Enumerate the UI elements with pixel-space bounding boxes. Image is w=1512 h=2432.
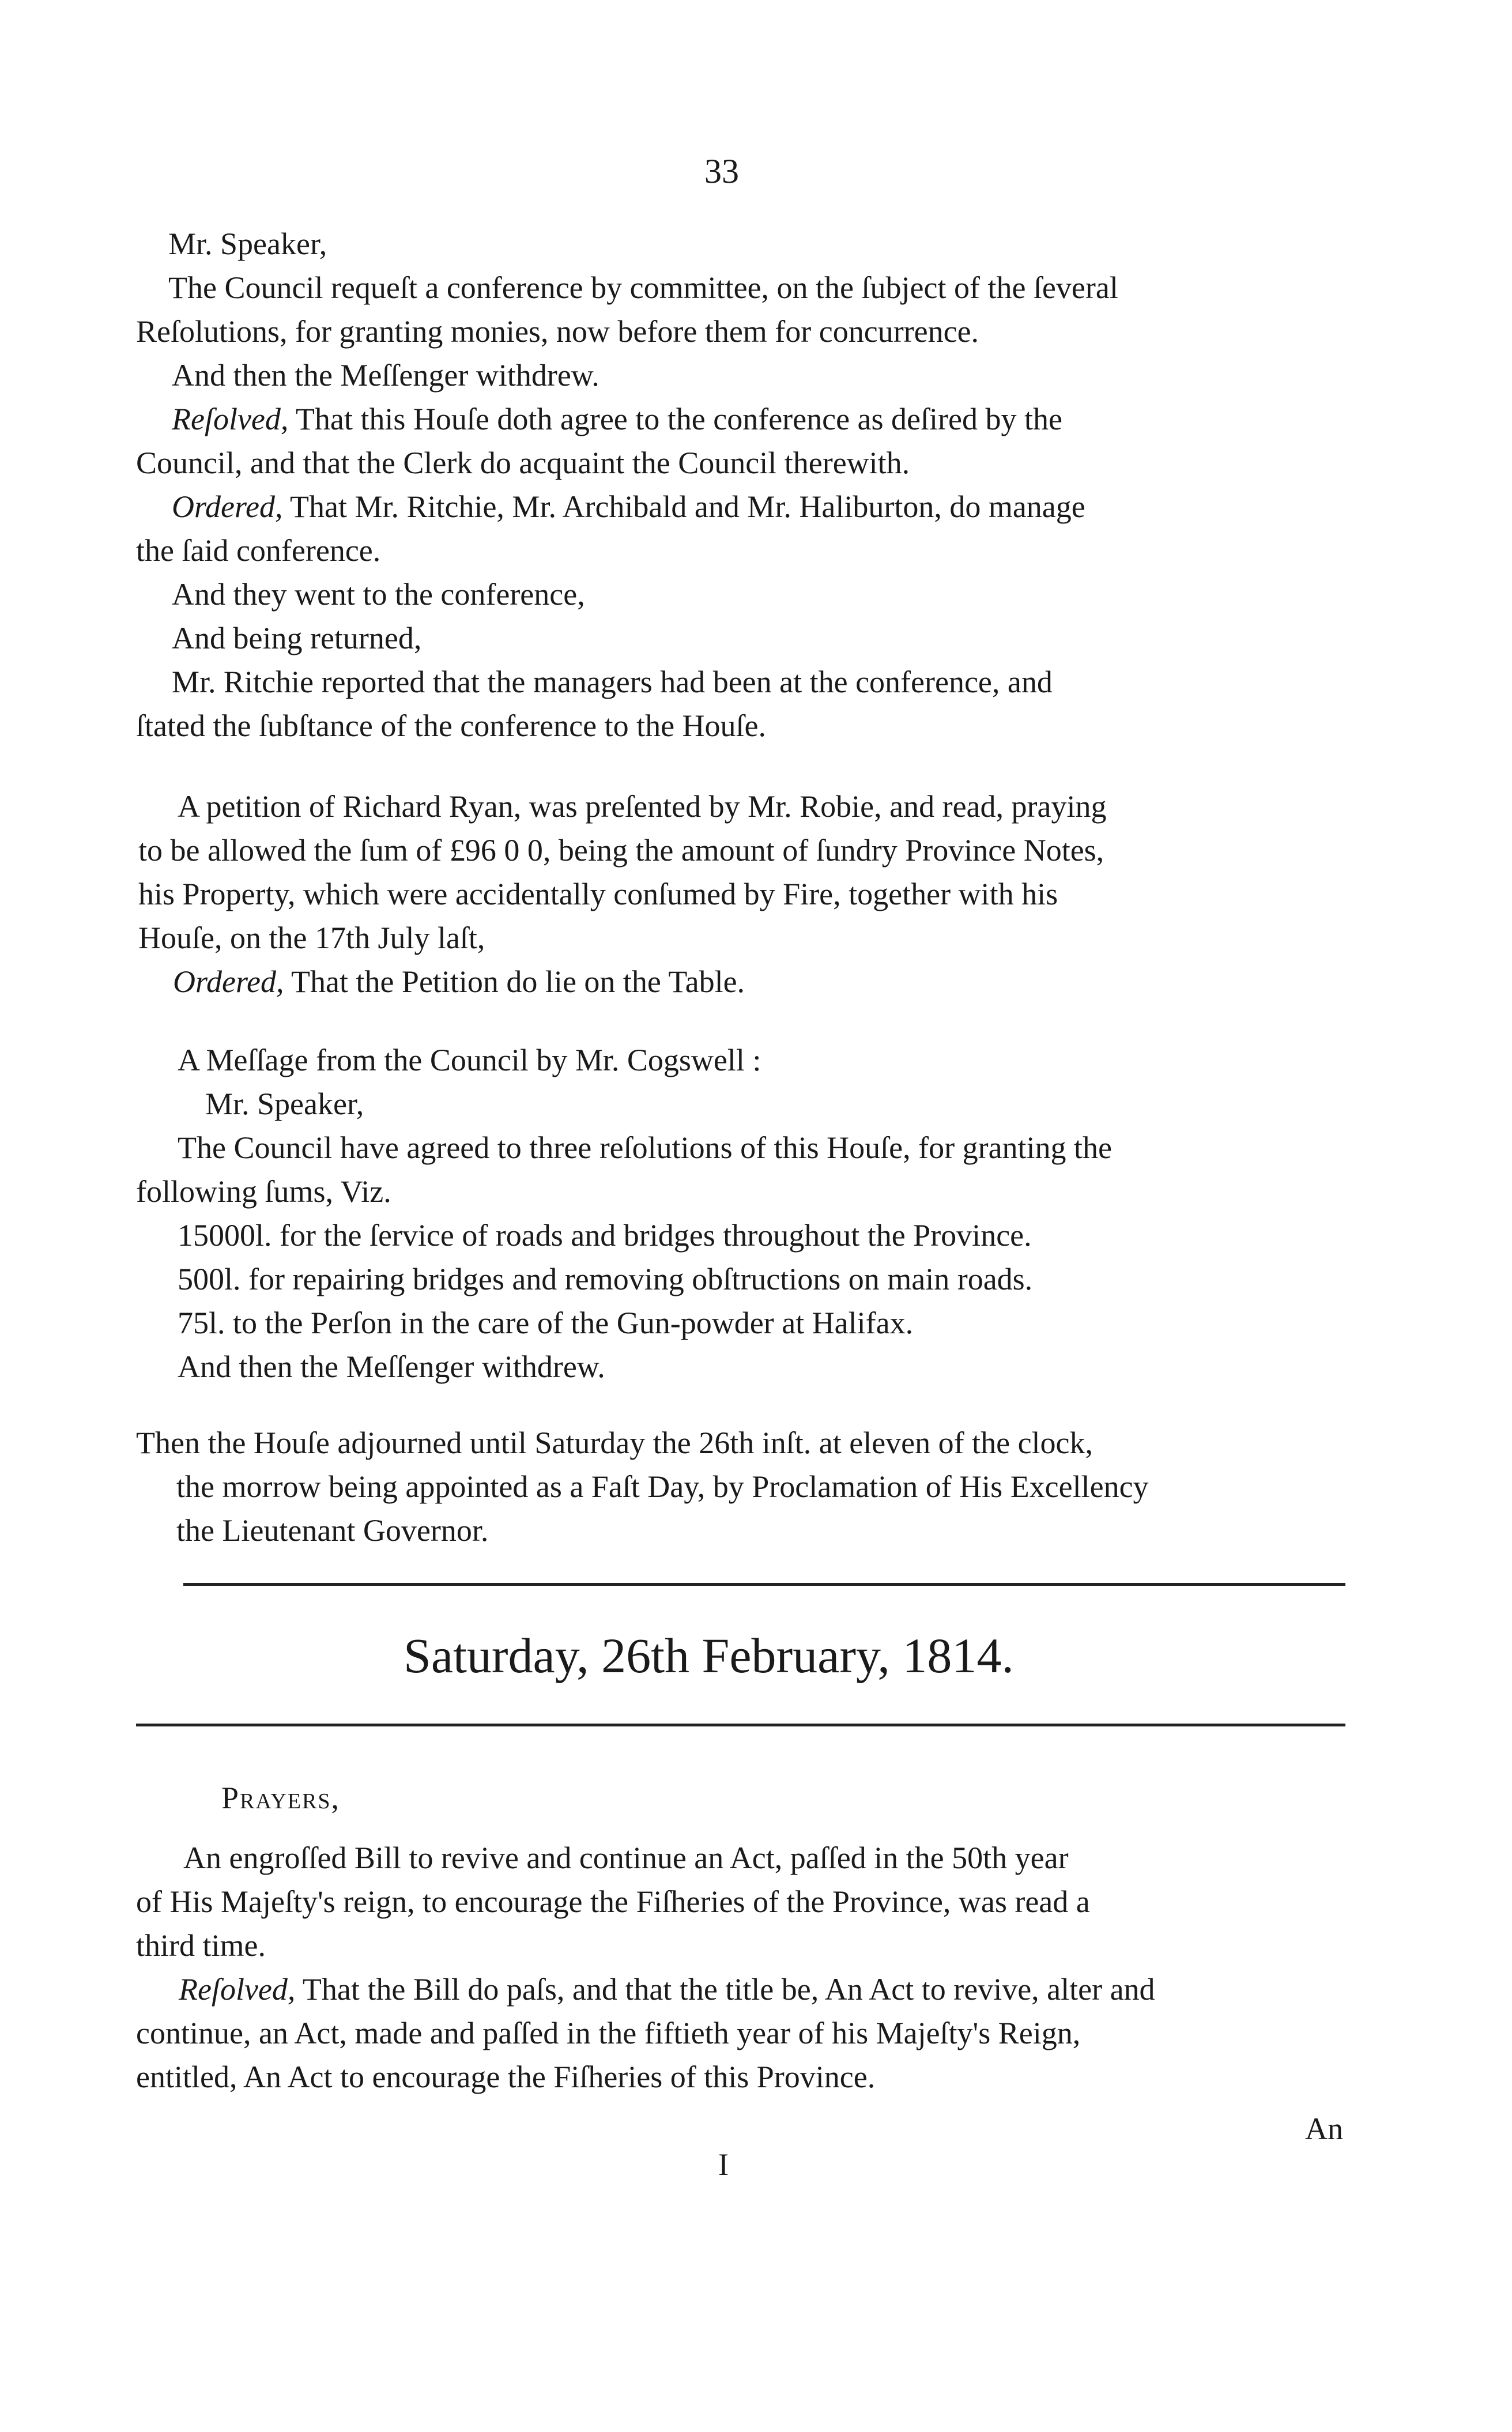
text-line: the Lieutenant Governor. [176,1513,489,1548]
text-line: Mr. Speaker, [168,227,327,261]
catchword: An [1305,2111,1343,2146]
text-line: The Council requeſt a conference by committee, on the ſubject of the ſeveral [168,270,1118,305]
text-line: Houſe, on the 17th July laſt, [138,921,485,955]
text-line [179,1970,1155,2008]
text-line: Mr. Speaker, [205,1087,364,1121]
text-line: of His Majeſty's reign, to encourage the Fiſheries of the Province, was read a [136,1884,1090,1919]
text-line: entitled, An Act to encourage the Fiſheries of this Province. [136,2060,876,2094]
text-line: The Council have agreed to three reſolutions of this Houſe, for granting the [178,1130,1113,1165]
text-line: A petition of Richard Ryan, was preſented by Mr. Robie, and read, praying [178,789,1107,824]
horizontal-rule [136,1724,1345,1726]
text-line: And being returned, [172,621,422,655]
text-line: his Property, which were accidentally conſumed by Fire, together with his [138,877,1058,911]
text-line: And they went to the conference, [172,577,585,612]
italic-lead: Ordered, [173,964,284,999]
text-line: Mr. Ritchie reported that the managers had been at the conference, and [172,665,1053,699]
text-line: continue, an Act, made and paſſed in the fiftieth year of his Majeſty's Reign, [136,2016,1081,2050]
italic-lead: Reſolved, [172,402,289,436]
italic-lead: Reſolved, [179,1972,296,2007]
text-line: 500l. for repairing bridges and removing obſtructions on main roads. [178,1262,1033,1296]
italic-lead: Ordered, [172,489,283,524]
horizontal-rule [183,1583,1345,1586]
page-number: 33 [704,152,739,190]
text-line: third time. [136,1928,266,1963]
prayers-heading: Prayers, [221,1781,340,1815]
text-line: 75l. to the Perſon in the care of the Gun-powder at Halifax. [178,1306,914,1340]
text-line [173,963,745,1001]
text-line: the morrow being appointed as a Faſt Day, by Proclamation of His Excellency [176,1469,1149,1504]
text-line: the ſaid conference. [136,533,381,568]
text-line: 15000l. for the ſervice of roads and bridges throughout the Province. [178,1218,1032,1253]
text-line: Council, and that the Clerk do acquaint the Council therewith. [136,446,910,480]
text-line: An engroſſed Bill to revive and continue an Act, paſſed in the 50th year [183,1841,1069,1875]
text-line: following ſums, Viz. [136,1174,391,1209]
text-line: Then the Houſe adjourned until Saturday the 26th inſt. at eleven of the clock, [136,1426,1094,1460]
signature-mark: I [718,2147,729,2182]
text-line: And then the Meſſenger withdrew. [172,358,599,393]
text-line: And then the Meſſenger withdrew. [178,1349,605,1384]
text-line: to be allowed the ſum of £96 0 0, being the amount of ſundry Province Notes, [138,833,1104,868]
date-heading: Saturday, 26th February, 1814. [404,1628,1014,1683]
text-run: That this Houſe doth agree to the conference as deſired by the [288,402,1062,436]
text-run: That the Bill do paſs, and that the title be, An Act to revive, alter and [295,1972,1155,2007]
text-line [172,400,1062,438]
text-run: That the Petition do lie on the Table. [284,964,745,999]
text-line: A Meſſage from the Council by Mr. Cogswell : [178,1043,761,1077]
text-line: Reſolutions, for granting monies, now before them for concurrence. [136,314,979,349]
text-run: That Mr. Ritchie, Mr. Archibald and Mr. Haliburton, do manage [282,489,1085,524]
text-line [172,488,1085,526]
text-line: ſtated the ſubſtance of the conference to the Houſe. [136,708,767,743]
